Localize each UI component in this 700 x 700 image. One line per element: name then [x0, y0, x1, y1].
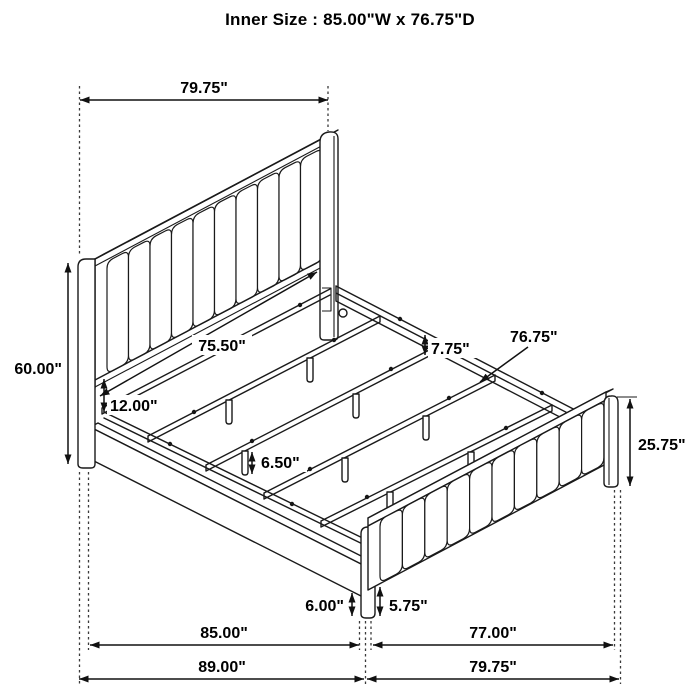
inner-depth-label: 76.75"	[510, 329, 558, 346]
dimension-rail-clearance	[305, 593, 352, 616]
dimension-headboard-height	[14, 263, 68, 464]
dimension-support-leg-height	[252, 452, 307, 474]
frame-length-label: 85.00"	[200, 625, 248, 642]
footboard-leg-height-label: 5.75"	[389, 598, 428, 615]
dimension-inner-depth	[480, 329, 558, 382]
panel-to-rail-label: 12.00"	[110, 398, 158, 415]
extension-lines	[80, 86, 621, 684]
dimension-slat-spacing	[425, 335, 478, 358]
footboard-width-label: 79.75"	[469, 659, 517, 676]
left-side-rail	[90, 412, 379, 597]
slat-spacing-label: 7.75"	[431, 341, 470, 358]
headboard-left-post	[78, 259, 95, 468]
dimension-footboard-leg-height	[380, 587, 428, 616]
footboard-span-label: 77.00"	[469, 625, 517, 642]
footboard-channel-tufting	[380, 403, 604, 580]
dimension-footboard-height	[617, 397, 686, 486]
dimension-headboard-width	[80, 80, 328, 100]
headboard-right-post	[320, 132, 338, 340]
rail-clearance-label: 6.00"	[305, 598, 344, 615]
dimension-overall-length	[79, 659, 364, 679]
dimension-footboard-width	[367, 659, 619, 679]
dimension-footboard-span	[373, 625, 613, 645]
overall-length-label: 89.00"	[198, 659, 246, 676]
bracket-bolt-hole	[339, 309, 347, 317]
headboard-height-label: 60.00"	[14, 361, 62, 378]
dimension-frame-length	[90, 625, 359, 645]
headboard-width-label: 79.75"	[180, 80, 228, 97]
support-leg-height-label: 6.50"	[261, 455, 300, 472]
footboard-height-label: 25.75"	[638, 437, 686, 454]
inner-width-label: 75.50"	[198, 338, 246, 355]
footboard-right-post	[604, 396, 618, 487]
inner-size-title: Inner Size : 85.00"W x 76.75"D	[225, 10, 475, 29]
